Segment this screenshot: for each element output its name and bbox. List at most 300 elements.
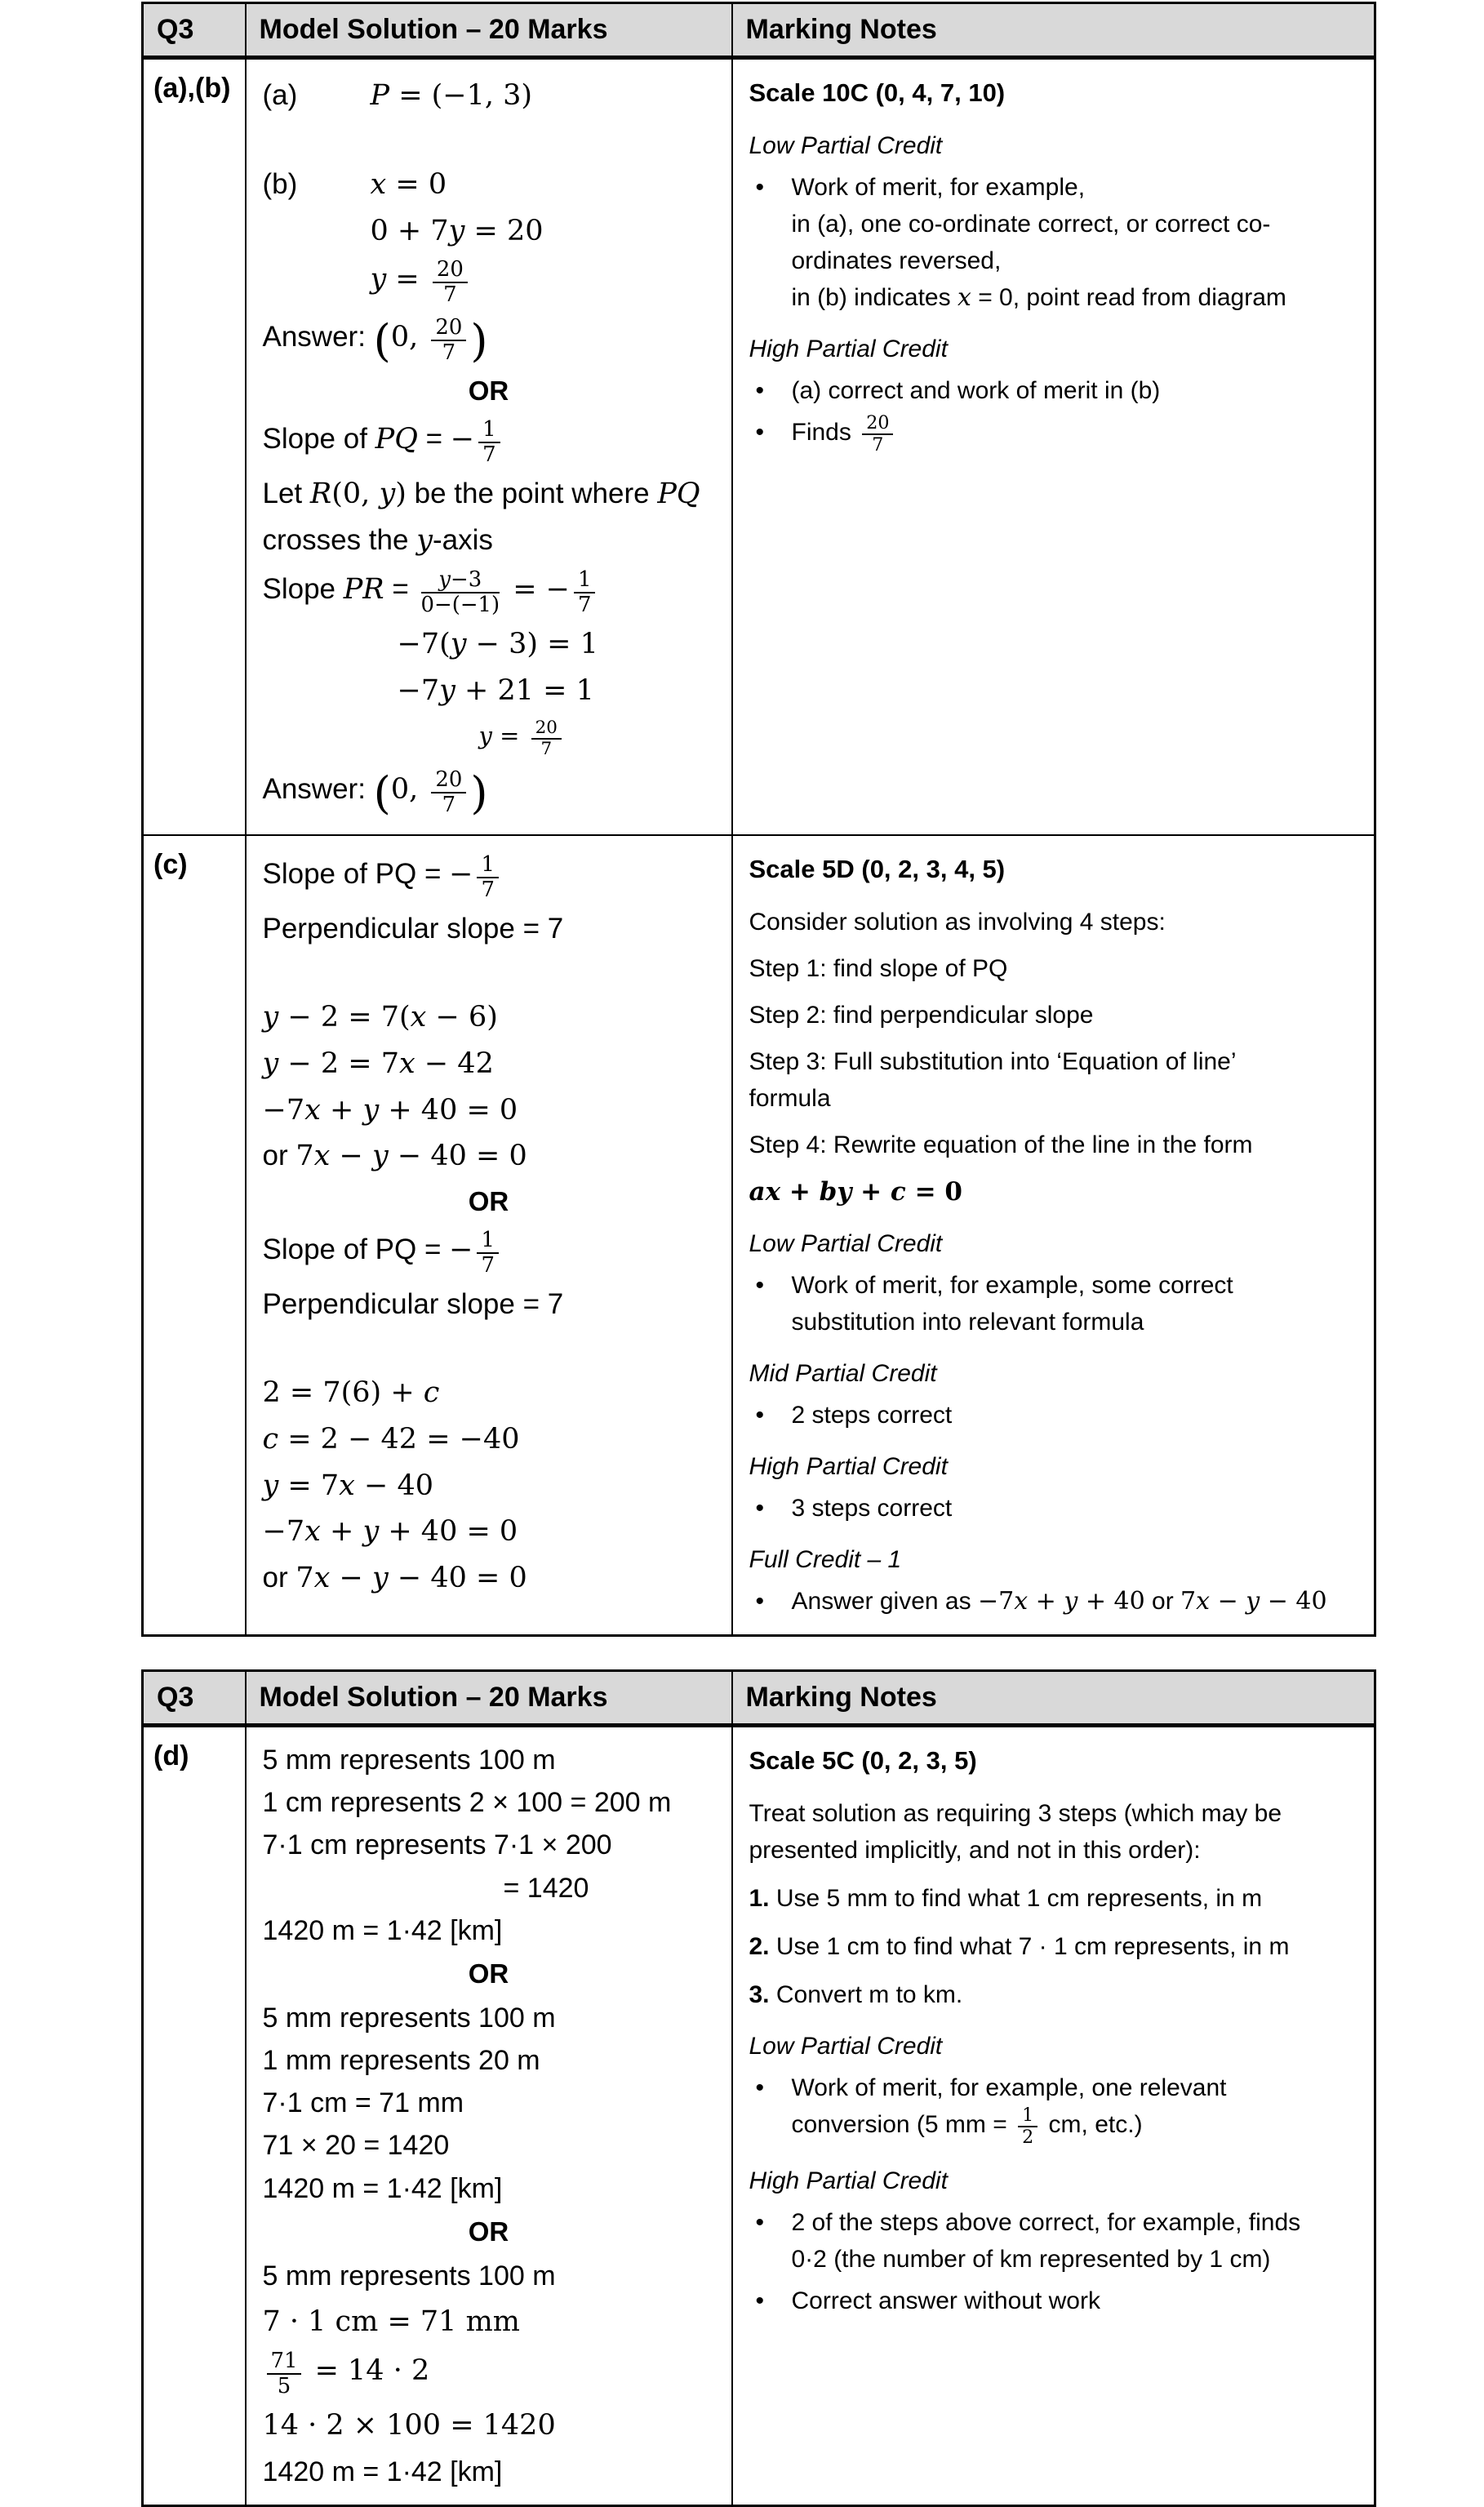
solution-cell-c-line [263, 1046, 715, 1082]
text-part: 5 mm represents 100 m [262, 2002, 556, 2034]
table-row [143, 835, 1375, 1636]
text-part: ax [749, 1176, 781, 1207]
solution-cell-d-line [263, 1785, 715, 1820]
notes-cell-c-line [749, 904, 1358, 940]
text-part: 7 · 1 cm = 71 mm [262, 2305, 520, 2338]
text-part: Correct answer without work [791, 2287, 1100, 2314]
text-part: PR [343, 572, 384, 606]
notes-cell-d-line [749, 2163, 1358, 2199]
text-part: = [386, 263, 429, 296]
text-part: in (a), one co-ordinate correct, or correct co-ordinates reversed, [791, 210, 1271, 274]
solution-cell-ab-line [263, 124, 715, 157]
notes-cell-ab-line [749, 74, 1358, 113]
text-part: −7 [977, 1587, 1015, 1616]
text-part: by [819, 1176, 852, 1207]
text-part: P [370, 79, 390, 112]
text-part: High Partial Credit [749, 335, 948, 362]
text-part: − 42 [415, 1047, 494, 1080]
text-part: − 6) [426, 1001, 498, 1034]
solution-cell-ab-line [262, 416, 715, 468]
solution-cell-d-line [263, 2304, 715, 2340]
solution-cell-c-line [263, 911, 715, 947]
solution-cell-c [246, 835, 732, 1636]
bullet-marker: • [755, 2074, 765, 2101]
notes-cell-c-line [749, 1490, 1358, 1527]
text-part: Work of merit, for example, some correct [791, 1272, 1233, 1300]
text-part: Use 1 cm to find what 7 · 1 cm represents, in m [769, 1932, 1290, 1960]
solution-cell-d-line [263, 2042, 715, 2078]
text-part: x [313, 1140, 331, 1173]
bullet-marker: • [755, 1272, 765, 1300]
text-part: 5 mm represents 100 m [262, 1745, 556, 1776]
solution-cell-d-line [263, 1742, 715, 1778]
text-part: − 3) = 1 [466, 628, 598, 661]
text-part: 2. [749, 1932, 770, 1960]
text-part: = [417, 423, 451, 456]
text-part: PQ [657, 478, 700, 511]
solution-cell-ab-line [263, 476, 715, 513]
text-part: (a) correct and work of merit in (b) [791, 376, 1161, 404]
solution-cell-c-line [263, 1514, 715, 1550]
text-part: y [362, 1093, 380, 1127]
text-part: 7 [1180, 1587, 1197, 1616]
text-part: R [309, 478, 332, 511]
text-part: −7 [262, 1515, 305, 1549]
solution-cell-c-line [263, 1421, 715, 1458]
text-part: 14 · 2 × 100 = 1420 [262, 2409, 556, 2443]
solution-cell-c-line [263, 1468, 715, 1505]
solution-cell-d-line [263, 2171, 715, 2207]
bullet-marker: • [755, 2287, 765, 2314]
text-part: Use 5 mm to find what 1 cm represents, in m [769, 1884, 1263, 1912]
text-part: High Partial Credit [749, 2167, 948, 2194]
notes-cell-ab-line [749, 411, 1358, 456]
notes-cell-d-line [749, 1880, 1358, 1917]
text-part: = [384, 572, 417, 605]
text-part: c [423, 1376, 440, 1410]
text-part: x [957, 282, 971, 312]
solution-cell-d-line [263, 2258, 715, 2294]
text-part: High Partial Credit [749, 1453, 948, 1481]
text-part: 0−(−1) [420, 592, 500, 617]
fraction: $\frac{1}{7}$ [477, 854, 498, 901]
solution-cell-ab-line [263, 167, 715, 203]
text-part: = 0 [905, 1176, 962, 1207]
solution-cell-d-line [263, 2215, 715, 2250]
text-part: x [339, 1469, 355, 1502]
text-part: − [330, 1140, 372, 1173]
text-part: − [449, 858, 473, 891]
text-part: − 2 = 7( [278, 1001, 411, 1034]
text-part: 1 mm represents 20 m [262, 2045, 540, 2077]
header-notes-cell: Marking Notes [732, 3, 1375, 58]
text-part: (a) [262, 79, 298, 111]
text-part: y [379, 478, 396, 511]
solution-cell-ab-line [263, 719, 715, 759]
text-part: Answer given as [791, 1588, 978, 1616]
text-part: = 7 [278, 1469, 340, 1502]
text-part: 5 mm represents 100 m [262, 2260, 556, 2291]
fraction [421, 569, 500, 616]
text-part: Step 3: Full substitution into ‘Equation of line’ [749, 1047, 1237, 1075]
text-part: Slope [262, 572, 344, 605]
fraction: $\frac{20}{7}$ [431, 769, 466, 816]
solution-cell-c-line [263, 1332, 715, 1365]
bullet-marker: • [755, 418, 765, 446]
text-part: − 40 = 0 [388, 1140, 527, 1173]
notes-cell-c-line [749, 1267, 1358, 1340]
text-part: y [450, 628, 467, 661]
text-part: 3. [749, 1980, 770, 2008]
bullet-content [792, 1588, 1327, 1615]
text-part: or [1144, 1588, 1181, 1616]
solution-cell-ab-line [263, 569, 715, 616]
text-part: = [491, 721, 527, 749]
text-part: = 0, point read from diagram [971, 283, 1286, 311]
text-part: x [304, 1515, 321, 1549]
text-part: (b) [262, 167, 298, 200]
solution-cell-c-line [263, 1092, 715, 1129]
text-part: 1420 m = 1·42 [km] [262, 1914, 503, 1946]
marking-table-q3-part-d [141, 1669, 1376, 2507]
text-part: y [362, 1515, 380, 1549]
text-part: 3 steps correct [791, 1495, 953, 1522]
notes-cell-d-line [749, 1976, 1358, 2013]
solution-cell-c-line [263, 1185, 715, 1220]
text-part: OR [468, 1186, 509, 1217]
text-part: Scale 5C (0, 2, 3, 5) [749, 1746, 977, 1776]
text-part: Convert m to km. [769, 1980, 963, 2008]
solution-cell-d-line [263, 2085, 715, 2121]
solution-cell-ab-line [263, 673, 715, 709]
text-part: y [1246, 1587, 1260, 1616]
text-part: − 2 = 7 [278, 1047, 399, 1080]
text-part: Perpendicular slope = 7 [262, 913, 564, 945]
notes-cell-c-line [749, 1448, 1358, 1485]
bullet-content [792, 377, 1161, 404]
fraction: $\frac{1}{2}$ [1018, 2106, 1037, 2148]
solution-cell-ab-line [263, 626, 715, 663]
text-part: + 40 = 0 [379, 1093, 518, 1127]
text-part: presented implicitly, and not in this order): [749, 1836, 1201, 1864]
bullet-marker: • [755, 173, 765, 201]
text-part: Answer: [262, 772, 374, 805]
text-part: Answer: [262, 320, 374, 353]
text-part: 0, [390, 320, 428, 353]
solution-cell-d-line [263, 2000, 715, 2036]
text-part: 1. [749, 1884, 770, 1912]
text-part: 1420 m = 1·42 [km] [262, 2456, 503, 2487]
text-part: − 40 [354, 1469, 434, 1502]
solution-cell-c-line [263, 854, 715, 901]
text-part: Work of merit, for example, [791, 173, 1086, 201]
solution-cell-ab-line [263, 259, 715, 306]
text-part: = 0 [386, 167, 447, 201]
text-part: Slope of [262, 423, 375, 456]
notes-cell-d-line [749, 2028, 1358, 2065]
text-part: + 40 = 0 [379, 1515, 518, 1549]
solution-cell-d [246, 1726, 732, 2506]
notes-cell-c-line [749, 1043, 1358, 1117]
notes-cell-d-line [749, 1742, 1358, 1780]
fraction: $\frac{20}{7}$ [433, 259, 468, 306]
bullet-content [792, 1402, 953, 1429]
text-part: (0, [331, 478, 380, 511]
text-part: x [398, 1047, 415, 1080]
text-part: or [262, 1140, 296, 1172]
solution-cell-ab-line [263, 78, 715, 114]
text-part: formula [749, 1084, 831, 1112]
text-part: ) [395, 478, 407, 511]
text-part: y [370, 263, 387, 296]
big-parenthesis: ( [373, 314, 391, 367]
notes-cell-ab-line [749, 169, 1358, 316]
row-label-d: (d) [143, 1726, 246, 2506]
big-parenthesis: ( [373, 767, 391, 819]
solution-cell-c-line [263, 1138, 715, 1175]
text-part: + [320, 1093, 363, 1127]
solution-cell-c-line [263, 957, 715, 989]
solution-cell-d-line [263, 2127, 715, 2163]
notes-cell-d-line [749, 1795, 1358, 1869]
row-label-c: (c) [143, 835, 246, 1636]
bullet-marker: • [755, 1402, 765, 1429]
text-part: OR [468, 2216, 509, 2247]
solution-cell-ab-line [262, 314, 715, 367]
text-part: 2 steps correct [791, 1402, 953, 1429]
text-part: −7( [397, 628, 451, 661]
text-part: 0, [390, 772, 428, 806]
notes-cell-ab-line [749, 372, 1358, 409]
bullet-marker: • [755, 1495, 765, 1522]
notes-cell-c-line [749, 1355, 1358, 1392]
solution-cell-ab-line [262, 767, 715, 819]
bullet-content [792, 1495, 953, 1522]
fraction: $\frac{20}{7}$ [862, 414, 893, 456]
solution-cell-d-line [263, 2407, 715, 2444]
text-part: + [1028, 1587, 1064, 1616]
bullet-marker: • [755, 376, 765, 404]
table-row [143, 1726, 1375, 2506]
text-part: = 1420 [503, 1872, 589, 1904]
notes-cell-d-line [749, 2204, 1358, 2278]
text-part: Perpendicular slope = 7 [262, 1288, 564, 1321]
notes-cell-c-line [749, 1127, 1358, 1163]
text-part: Step 4: Rewrite equation of the line in the form [749, 1131, 1253, 1158]
header-question-cell: Q3 [143, 1671, 246, 1726]
notes-cell-c [732, 835, 1375, 1636]
text-part: = 20 [464, 214, 544, 247]
text-part: Low Partial Credit [749, 2032, 943, 2060]
notes-cell-c-line [749, 997, 1358, 1033]
text-part: y [371, 1562, 389, 1595]
text-part: = 14 · 2 [305, 2354, 430, 2387]
text-part: Finds [791, 418, 859, 446]
text-part: x [313, 1562, 331, 1595]
bullet-content [791, 411, 898, 456]
text-part: Mid Partial Credit [749, 1360, 937, 1388]
text-part: 0·2 (the number of km represented by 1 cm) [791, 2245, 1271, 2273]
notes-cell-c-line [749, 1583, 1358, 1620]
header-solution-cell: Model Solution – 20 Marks [246, 3, 732, 58]
fraction: $\frac{20}{7}$ [531, 719, 562, 759]
big-parenthesis: ) [470, 314, 488, 367]
text-part: x [1196, 1587, 1211, 1616]
text-part: − 40 [1260, 1587, 1327, 1616]
text-part: − 40 = 0 [388, 1562, 527, 1595]
text-part: y [371, 1140, 389, 1173]
notes-cell-d-line [749, 1928, 1358, 1965]
text-part: − [449, 1233, 473, 1267]
text-part: = 2 − 42 = −40 [278, 1422, 520, 1456]
text-part: y [439, 673, 455, 707]
bullet-marker: • [755, 2208, 765, 2236]
text-part: be the point where [406, 478, 658, 510]
solution-cell-c-line [263, 1560, 715, 1597]
text-part: 7·1 cm represents 7·1 × 200 [262, 1829, 612, 1861]
text-part: + [320, 1515, 363, 1549]
bullet-content [792, 2209, 1301, 2273]
text-part: substitution into relevant formula [791, 1309, 1144, 1336]
text-part: -axis [432, 524, 493, 557]
text-part: 7·1 cm = 71 mm [262, 2087, 464, 2119]
text-part: Low Partial Credit [749, 131, 943, 159]
notes-cell-c-line [749, 1397, 1358, 1434]
text-part: OR [468, 376, 509, 406]
text-part: x [410, 1001, 427, 1034]
solution-cell-d-line [263, 2350, 715, 2398]
text-part: Consider solution as involving 4 steps: [749, 908, 1166, 936]
solution-cell-d-line [263, 2454, 715, 2490]
text-part: 1 cm represents 2 × 100 = 200 m [262, 1787, 672, 1819]
text-part: −3 [451, 567, 482, 592]
notes-cell-c-line [749, 950, 1358, 987]
table-header-row [143, 3, 1375, 58]
text-part: + 21 = 1 [455, 673, 594, 707]
row-label-ab: (a),(b) [143, 58, 246, 836]
text-part: Let [262, 478, 310, 510]
text-part: cm, etc.) [1042, 2110, 1143, 2138]
notes-cell-c-line [749, 1541, 1358, 1578]
text-part: − [330, 1562, 372, 1595]
solution-cell-c-line [263, 1287, 715, 1322]
fraction: $\frac{1}{7}$ [478, 419, 500, 466]
text-part: 0 + 7 [370, 214, 449, 247]
notes-cell-c-line [749, 1225, 1358, 1262]
text-part: y [416, 524, 433, 558]
text-part: 2 = 7(6) + [262, 1376, 424, 1410]
big-parenthesis: ) [470, 767, 488, 819]
text-part: or [262, 1562, 296, 1594]
text-part: 7 [295, 1140, 314, 1173]
text-part: y [262, 1469, 279, 1502]
text-part: y [262, 1001, 279, 1034]
text-part: in (b) indicates [791, 283, 957, 311]
bullet-content [792, 174, 1286, 311]
solution-cell-ab-line [263, 522, 715, 559]
notes-cell-d-line [749, 2069, 1358, 2148]
text-part: c [262, 1422, 279, 1456]
text-part: Work of merit, for example, one relevant [791, 2074, 1227, 2101]
bullet-marker: • [755, 1588, 765, 1616]
marking-table-q3-parts-abc [141, 2, 1376, 1637]
text-part: − [1210, 1587, 1246, 1616]
solution-cell-c-line [263, 1375, 715, 1411]
notes-cell-c-line [749, 1173, 1358, 1211]
text-part: Treat solution as requiring 3 steps (which may be [749, 1799, 1282, 1827]
text-part: + [780, 1176, 820, 1207]
fraction: $\frac{20}{7}$ [431, 317, 466, 364]
notes-cell-c-line [749, 851, 1358, 889]
header-notes-cell: Marking Notes [732, 1671, 1375, 1726]
text-part: = (−1, 3) [389, 79, 533, 112]
text-part: + [851, 1176, 891, 1207]
text-part: Step 2: find perpendicular slope [749, 1001, 1094, 1029]
text-part: 71 × 20 = 1420 [262, 2130, 450, 2162]
table-row [143, 58, 1375, 836]
text-part: 1420 m = 1·42 [km] [262, 2172, 503, 2204]
text-part: y [262, 1047, 279, 1080]
text-part: y [438, 567, 451, 592]
text-part: + 40 [1077, 1587, 1145, 1616]
notes-cell-ab-line [749, 331, 1358, 367]
text-part: Low Partial Credit [749, 1230, 943, 1258]
text-part: x [1014, 1587, 1029, 1616]
text-part: Slope of PQ = [262, 858, 450, 891]
text-part: crosses the [262, 524, 417, 557]
text-part: Scale 5D (0, 2, 3, 4, 5) [749, 855, 1006, 884]
solution-cell-d-line [263, 1870, 715, 1906]
text-part: −7 [397, 673, 440, 707]
text-part: Full Credit – 1 [749, 1546, 902, 1574]
text-part: − [450, 423, 475, 456]
notes-cell-ab [732, 58, 1375, 836]
notes-cell-ab-line [749, 127, 1358, 164]
solution-cell-ab-line [263, 213, 715, 250]
header-question-cell: Q3 [143, 3, 246, 58]
solution-cell-d-line [263, 1913, 715, 1949]
fraction: $\frac{1}{7}$ [477, 1229, 498, 1277]
bullet-content [792, 2287, 1100, 2314]
text-part: = − [504, 572, 570, 606]
table-header-row [143, 1671, 1375, 1726]
text-part: y [1064, 1587, 1078, 1616]
text-part: Scale 10C (0, 4, 7, 10) [749, 78, 1006, 107]
fraction: $\frac{71}{5}$ [267, 2350, 302, 2398]
solution-cell-d-line [263, 1827, 715, 1863]
text-part: c [890, 1176, 906, 1207]
header-solution-cell: Model Solution – 20 Marks [246, 1671, 732, 1726]
text-part: −7 [262, 1093, 305, 1127]
text-part: Slope of PQ = [262, 1233, 450, 1266]
text-part: conversion (5 mm = [791, 2110, 1015, 2138]
solution-cell-c-line [263, 1229, 715, 1277]
fraction: $\frac{1}{7}$ [574, 569, 595, 616]
text-part: y [448, 214, 465, 247]
notes-cell-d-line [749, 2283, 1358, 2319]
text-part: y [478, 721, 492, 749]
bullet-content [791, 2074, 1227, 2149]
solution-cell-d-line [263, 1957, 715, 1992]
text-part: x [370, 167, 387, 201]
text-part: OR [468, 1958, 509, 1989]
text-part: 7 [295, 1562, 314, 1595]
solution-cell-ab-line [263, 374, 715, 409]
notes-cell-d [732, 1726, 1375, 2506]
text-part: 2 of the steps above correct, for example, finds [791, 2208, 1301, 2236]
text-part: PQ [375, 423, 418, 456]
text-part: x [304, 1093, 321, 1127]
